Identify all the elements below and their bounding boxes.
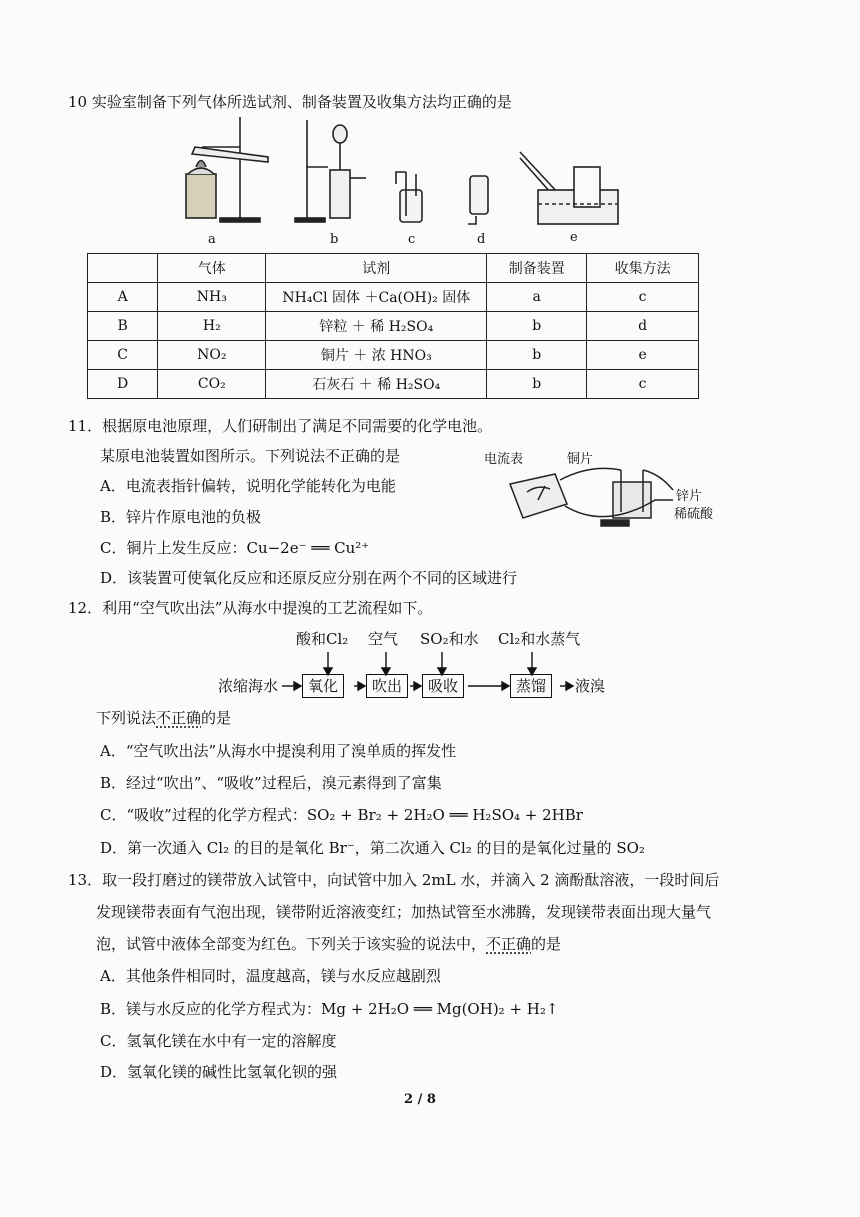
page-number: 2 / 8 — [404, 1092, 436, 1107]
zinc-label: 锌片 — [676, 489, 703, 504]
q13-line-3 — [96, 934, 561, 954]
q13-option-a: A．其他条件相同时，温度越高，镁与水反应越剧烈 — [100, 967, 441, 985]
q12-ask-prefix: 下列说法 — [96, 709, 157, 727]
table-cell: c — [587, 283, 699, 312]
apparatus-label-c: c — [408, 232, 416, 247]
table-row — [88, 283, 699, 312]
table-cell: C — [88, 341, 158, 370]
flow-step-oxidize: 氧化 — [302, 674, 344, 698]
q12-ask-suffix: 的是 — [201, 709, 232, 727]
q13-line3-suffix: 的是 — [531, 935, 562, 953]
table-cell: c — [587, 370, 699, 399]
flow-input-1: 酸和Cl₂ — [296, 630, 349, 648]
q12-option-c: C．“吸收”过程的化学方程式：SO₂ + Br₂ + 2H₂O ══ H₂SO₄ + 2HBr — [100, 806, 583, 824]
flow-input-4: Cl₂和水蒸气 — [498, 630, 581, 648]
table-header: 制备装置 — [487, 254, 587, 283]
table-cell: NO₂ — [158, 341, 266, 370]
ammeter-label: 电流表 — [484, 452, 524, 467]
q12-option-d: D．第一次通入 Cl₂ 的目的是氧化 Br⁻，第二次通入 Cl₂ 的目的是氧化过量的 SO₂ — [100, 839, 645, 857]
table-header-row — [88, 254, 699, 283]
table-cell: CO₂ — [158, 370, 266, 399]
apparatus-label-d: d — [477, 232, 486, 247]
gas-table — [87, 253, 699, 399]
q11-option-d: D．该装置可使氧化反应和还原反应分别在两个不同的区域进行 — [100, 569, 518, 587]
q12-option-b: B．经过“吹出”、“吸收”过程后，溴元素得到了富集 — [100, 774, 442, 792]
q13-option-c: C．氢氧化镁在水中有一定的溶解度 — [100, 1032, 337, 1050]
table-header: 气体 — [158, 254, 266, 283]
q13-line-1: 13．取一段打磨过的镁带放入试管中，向试管中加入 2mL 水，并滴入 2 滴酚酞溶液，一段时间后 — [68, 871, 720, 889]
table-header: 试剂 — [266, 254, 487, 283]
table-cell: D — [88, 370, 158, 399]
table-row — [88, 370, 699, 399]
acid-label: 稀硫酸 — [674, 507, 714, 522]
apparatus-label-b: b — [330, 232, 339, 247]
table-cell: H₂ — [158, 312, 266, 341]
q12-ask-emphasis: 不正确 — [156, 709, 202, 727]
q13-line3-prefix: 泡，试管中液体全部变为红色。下列关于该实验的说法中， — [96, 935, 487, 953]
table-cell: NH₃ — [158, 283, 266, 312]
table-row — [88, 312, 699, 341]
q13-option-b: B．镁与水反应的化学方程式为：Mg + 2H₂O ══ Mg(OH)₂ + H₂↑ — [100, 1000, 559, 1018]
table-cell: b — [487, 370, 587, 399]
q11-sub: 某原电池装置如图所示。下列说法不正确的是 — [100, 447, 401, 465]
apparatus-label-a: a — [208, 232, 216, 247]
q11-option-b: B．锌片作原电池的负极 — [100, 508, 262, 526]
table-row — [88, 341, 699, 370]
table-cell: 石灰石 ＋ 稀 H₂SO₄ — [266, 370, 487, 399]
table-cell: NH₄Cl 固体 ＋Ca(OH)₂ 固体 — [266, 283, 487, 312]
flow-input-3: SO₂和水 — [420, 630, 479, 648]
table-cell: A — [88, 283, 158, 312]
flow-input-2: 空气 — [368, 630, 399, 648]
table-cell: b — [487, 312, 587, 341]
q10-stem: 10 实验室制备下列气体所选试剂、制备装置及收集方法均正确的是 — [68, 93, 512, 111]
table-cell: 铜片 ＋ 浓 HNO₃ — [266, 341, 487, 370]
table-cell: b — [487, 341, 587, 370]
q11-option-c: C．铜片上发生反应：Cu−2e⁻ ══ Cu²⁺ — [100, 539, 370, 557]
table-cell: e — [587, 341, 699, 370]
battery-diagram — [505, 462, 675, 532]
q11-stem: 11．根据原电池原理，人们研制出了满足不同需要的化学电池。 — [68, 417, 493, 435]
q12-option-a: A．“空气吹出法”从海水中提溴利用了溴单质的挥发性 — [100, 742, 457, 760]
table-header — [88, 254, 158, 283]
apparatus-label-e: e — [570, 230, 578, 245]
flow-start: 浓缩海水 — [218, 677, 279, 695]
flow-end: 液溴 — [575, 677, 606, 695]
table-cell: 锌粒 ＋ 稀 H₂SO₄ — [266, 312, 487, 341]
flow-step-distill: 蒸馏 — [510, 674, 552, 698]
table-header: 收集方法 — [587, 254, 699, 283]
q13-emphasis: 不正确 — [486, 935, 532, 953]
q13-line-2: 发现镁带表面有气泡出现，镁带附近溶液变红；加热试管至水沸腾，发现镁带表面出现大量气 — [96, 903, 712, 921]
flow-step-blowout: 吹出 — [366, 674, 408, 698]
q13-option-d: D．氢氧化镁的碱性比氢氧化钡的强 — [100, 1063, 338, 1081]
apparatus-illustration — [170, 112, 620, 247]
flow-step-absorb: 吸收 — [422, 674, 464, 698]
copper-label: 铜片 — [567, 452, 594, 467]
table-cell: a — [487, 283, 587, 312]
q12-stem: 12．利用“空气吹出法”从海水中提溴的工艺流程如下。 — [68, 599, 433, 617]
q12-ask — [96, 708, 231, 728]
table-cell: d — [587, 312, 699, 341]
table-cell: B — [88, 312, 158, 341]
q11-option-a: A．电流表指针偏转，说明化学能转化为电能 — [100, 477, 396, 495]
